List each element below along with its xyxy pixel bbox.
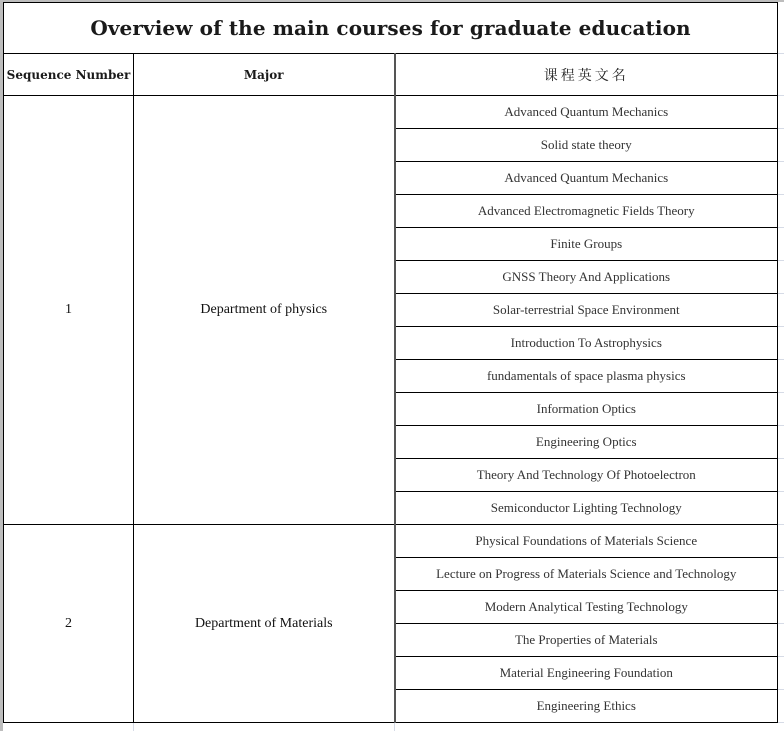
course-name-cell[interactable]: Advanced Quantum Mechanics bbox=[395, 96, 778, 129]
header-sequence-number[interactable]: Sequence Number bbox=[4, 54, 134, 96]
course-name-cell[interactable]: Finite Groups bbox=[395, 228, 778, 261]
table-title[interactable]: Overview of the main courses for graduate education bbox=[4, 3, 778, 54]
course-name-cell[interactable]: Engineering Optics bbox=[395, 426, 778, 459]
sequence-number-cell[interactable]: 2 bbox=[4, 525, 134, 723]
major-cell[interactable]: Department of physics bbox=[134, 96, 395, 525]
course-name-cell[interactable]: Information Optics bbox=[395, 393, 778, 426]
course-name-cell[interactable]: Introduction To Astrophysics bbox=[395, 327, 778, 360]
course-name-cell[interactable]: GNSS Theory And Applications bbox=[395, 261, 778, 294]
course-name-cell[interactable]: Solar-terrestrial Space Environment bbox=[395, 294, 778, 327]
course-name-cell[interactable]: Theory And Technology Of Photoelectron bbox=[395, 459, 778, 492]
course-name-cell[interactable]: fundamentals of space plasma physics bbox=[395, 360, 778, 393]
header-row bbox=[4, 54, 778, 96]
course-name-cell[interactable]: Advanced Quantum Mechanics bbox=[395, 162, 778, 195]
courses-table bbox=[3, 2, 778, 723]
table-row bbox=[4, 96, 778, 129]
title-row bbox=[4, 3, 778, 54]
table-row bbox=[4, 525, 778, 558]
header-course-english-name[interactable]: 课程英文名 bbox=[395, 54, 778, 96]
course-name-cell[interactable]: Engineering Ethics bbox=[395, 690, 778, 723]
course-name-cell[interactable]: Lecture on Progress of Materials Science and Technology bbox=[395, 558, 778, 591]
course-name-cell[interactable]: Advanced Electromagnetic Fields Theory bbox=[395, 195, 778, 228]
course-name-cell[interactable]: Solid state theory bbox=[395, 129, 778, 162]
course-name-cell[interactable]: Semiconductor Lighting Technology bbox=[395, 492, 778, 525]
major-cell[interactable]: Department of Materials bbox=[134, 525, 395, 723]
sheet-grid-bottom bbox=[0, 723, 784, 731]
sequence-number-cell[interactable]: 1 bbox=[4, 96, 134, 525]
course-name-cell[interactable]: Modern Analytical Testing Technology bbox=[395, 591, 778, 624]
course-name-cell[interactable]: Physical Foundations of Materials Science bbox=[395, 525, 778, 558]
header-major[interactable]: Major bbox=[134, 54, 395, 96]
course-name-cell[interactable]: Material Engineering Foundation bbox=[395, 657, 778, 690]
sheet-grid-right bbox=[777, 0, 784, 731]
course-name-cell[interactable]: The Properties of Materials bbox=[395, 624, 778, 657]
